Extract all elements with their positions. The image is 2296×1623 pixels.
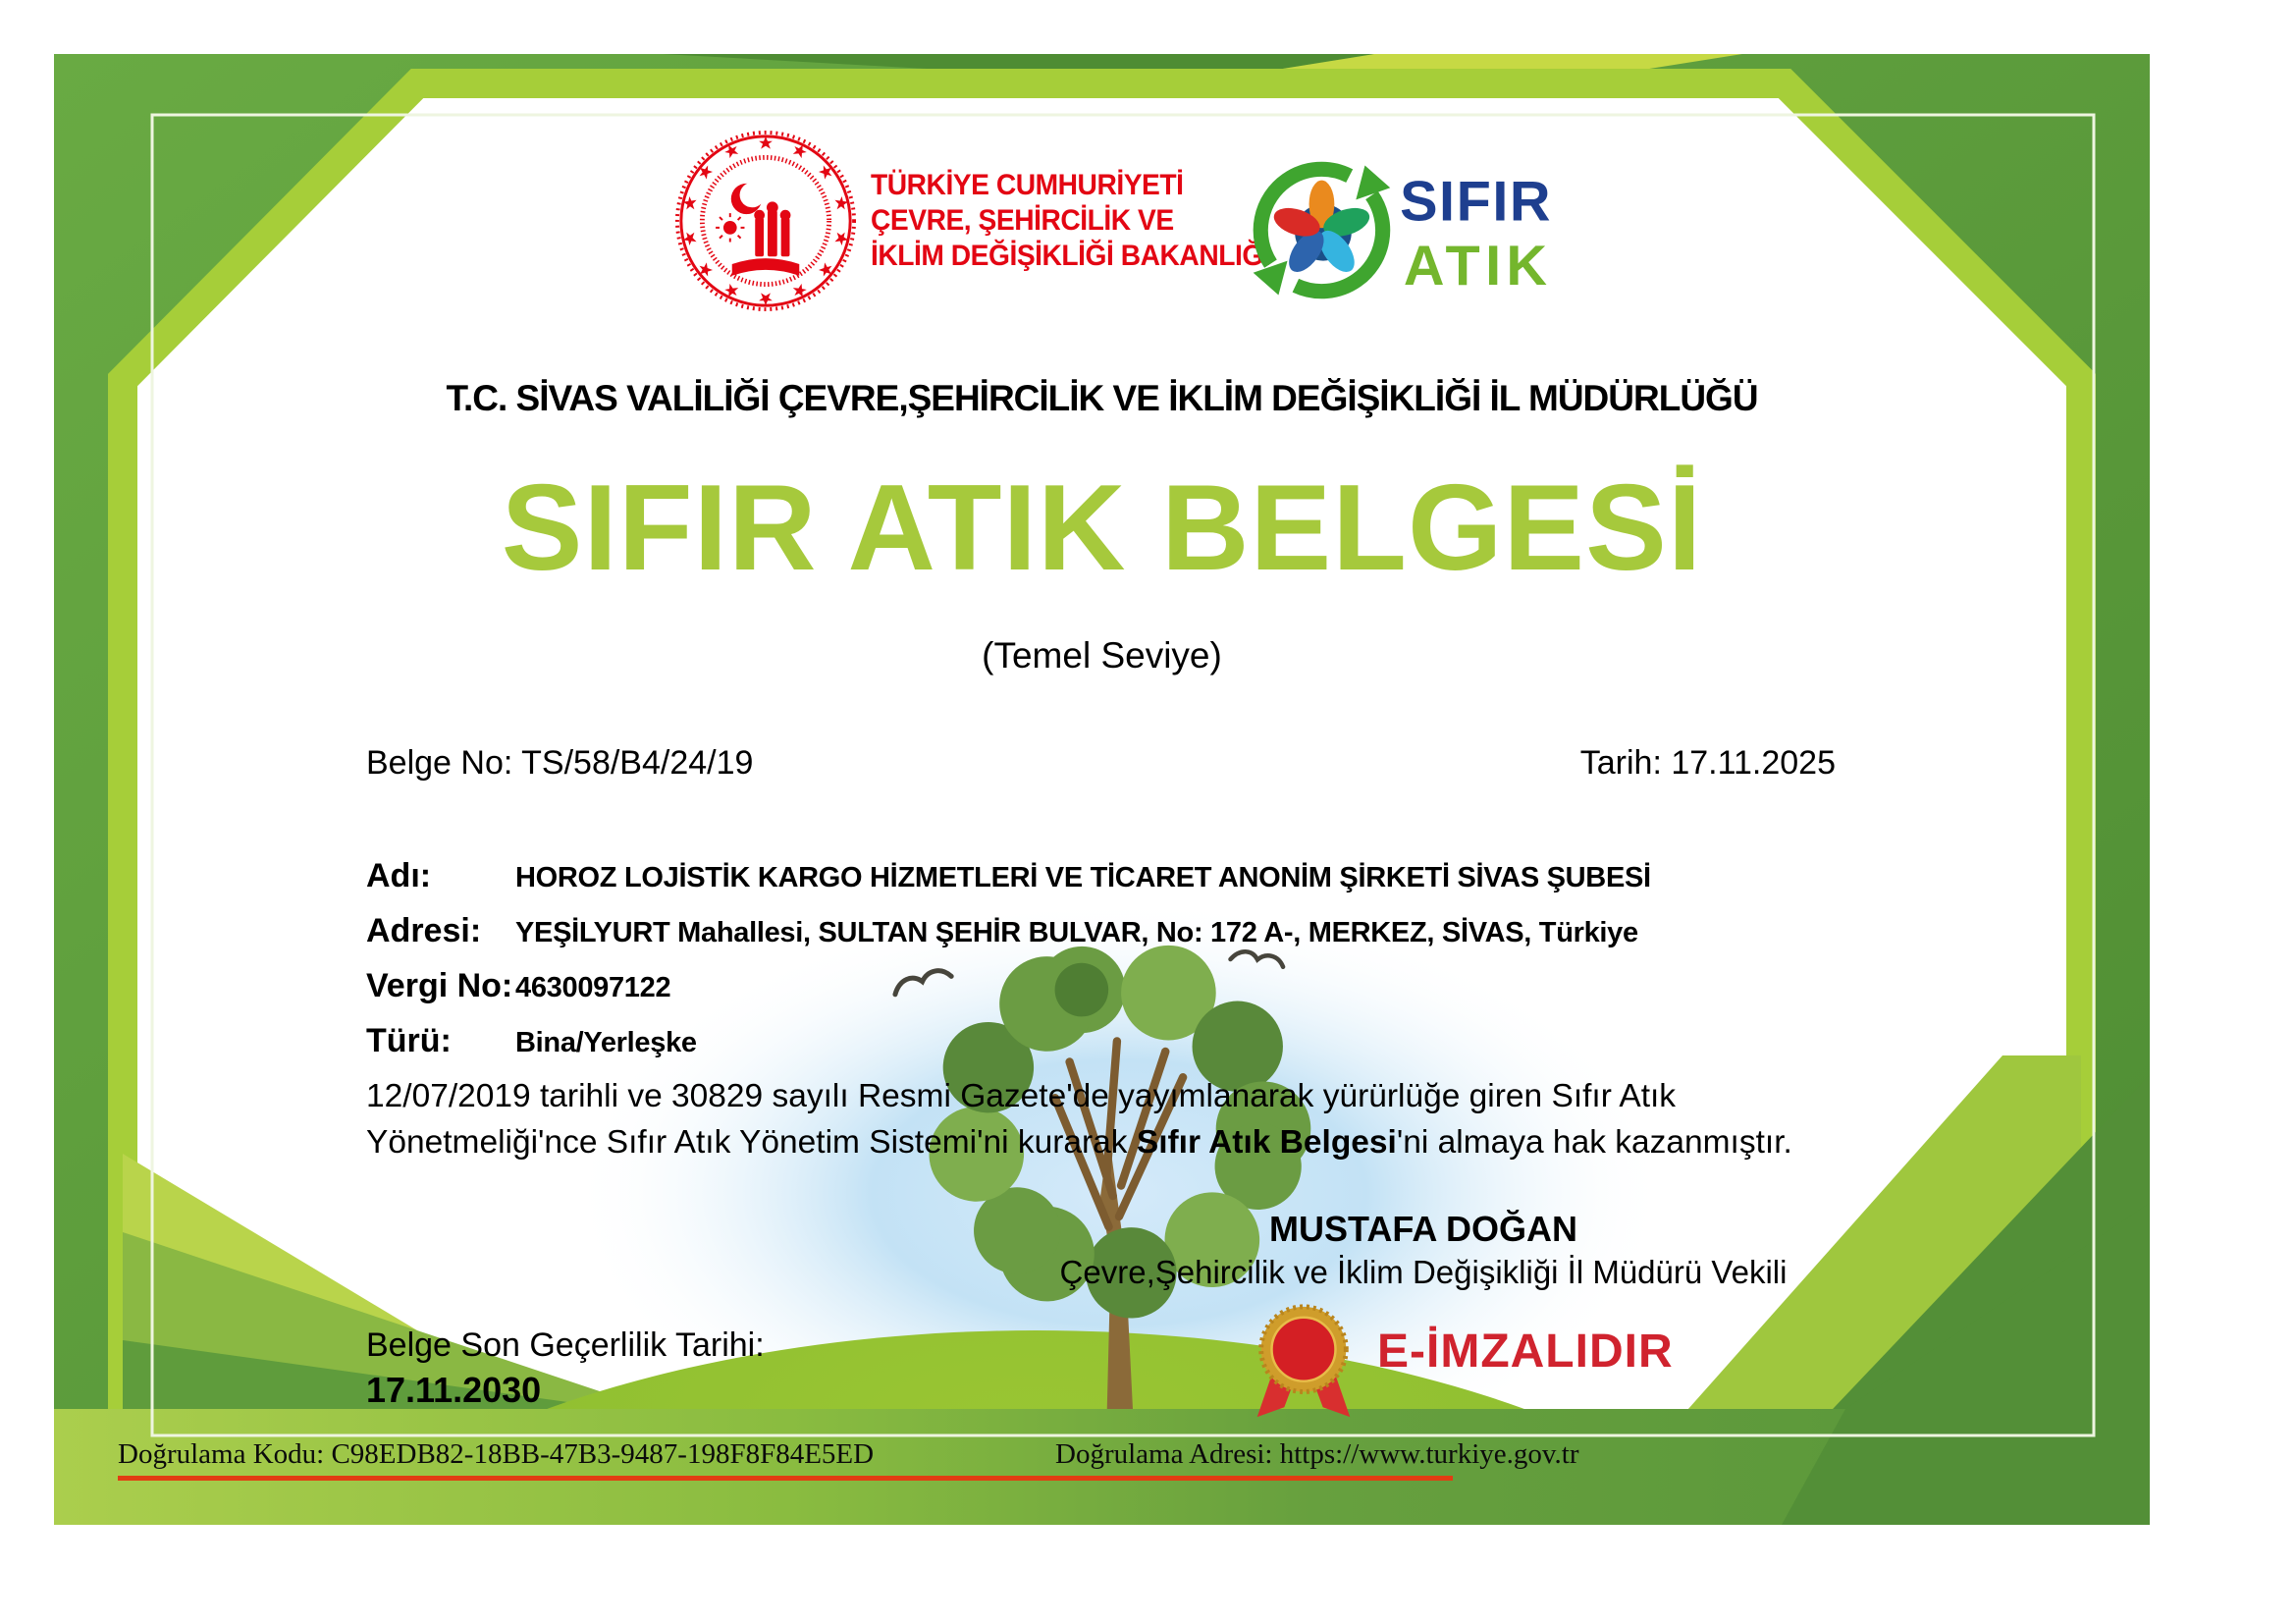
ministry-name [871,168,1270,274]
ministry-line3: İKLİM DEĞİŞİKLİĞİ BAKANLIĞI [871,240,1271,272]
esign-seal-icon [1244,1299,1363,1425]
validity-label: Belge Son Geçerlilik Tarihi: [366,1326,765,1364]
verification-address: Doğrulama Adresi: https://www.turkiye.gov.tr [1055,1438,1579,1470]
field-row-turu [366,1022,1888,1060]
field-value: 4630097122 [515,972,671,1003]
sifir-wordmark: SIFIR [1400,170,1553,234]
verification-underline [118,1476,1453,1481]
level-subtitle: (Temel Seviye) [982,635,1222,676]
authority-title: T.C. SİVAS VALİLİĞİ ÇEVRE,ŞEHİRCİLİK VE İKLİM DEĞİŞİKLİĞİ İL MÜDÜRLÜĞÜ [446,378,1758,418]
field-value: YEŞİLYURT Mahallesi, SULTAN ŞEHİR BULVAR, No: 172 A-, MERKEZ, SİVAS, Türkiye [515,917,1638,948]
fields-block [366,857,1888,1077]
certificate [54,54,2150,1525]
field-label: Adı: [366,857,432,894]
esign-label: E-İMZALIDIR [1377,1325,1674,1378]
ministry-line2: ÇEVRE, ŞEHİRCİLİK VE [871,204,1174,237]
field-row-adi [366,857,1888,895]
meta-row [366,744,1836,783]
field-label: Türü: [366,1022,452,1059]
certificate-title: SIFIR ATIK BELGESİ [501,460,1703,596]
field-row-vergi-no [366,967,1888,1005]
tarih: Tarih: 17.11.2025 [1579,744,1836,782]
field-value: HOROZ LOJİSTİK KARGO HİZMETLERİ VE TİCARET ANONİM ŞİRKETİ SİVAS ŞUBESİ [515,862,1651,893]
signer-name: MUSTAFA DOĞAN [1269,1209,1577,1249]
field-label: Adresi: [366,912,482,949]
field-label: Vergi No: [366,967,513,1004]
sifir-atik-logo-icon [1240,144,1564,316]
sifir-atik-logo [1240,144,1564,321]
validity-date: 17.11.2030 [366,1370,542,1410]
ministry-line1: TÜRKİYE CUMHURİYETİ [871,169,1184,201]
decree-paragraph [366,1073,1814,1165]
belge-no: Belge No: TS/58/B4/24/19 [366,744,754,782]
field-value: Bina/Yerleşke [515,1027,697,1058]
esign-seal [1244,1299,1363,1430]
decree-text-bold: Sıfır Atık Belgesi [1136,1124,1397,1161]
ministry-logo [674,110,1296,332]
verification-code: Doğrulama Kodu: C98EDB82-18BB-47B3-9487-198F8F84E5ED [118,1438,875,1470]
field-row-adresi [366,912,1888,950]
ministry-emblem-icon [674,110,857,332]
decree-text-before: 12/07/2019 tarihli ve 30829 sayılı Resmi Gazete'de yayımlanarak yürürlüğe giren Sıfır Atık Yönetmeliği'nce Sıfır Atık Yönetim Sistemi'ni kurarak [366,1078,1677,1161]
atik-wordmark: ATIK [1403,234,1553,298]
signer-role: Çevre,Şehircilik ve İklim Değişikliği İl Müdürü Vekili [1059,1254,1788,1290]
decree-text-after: 'ni almaya hak kazanmıştır. [1396,1124,1792,1161]
